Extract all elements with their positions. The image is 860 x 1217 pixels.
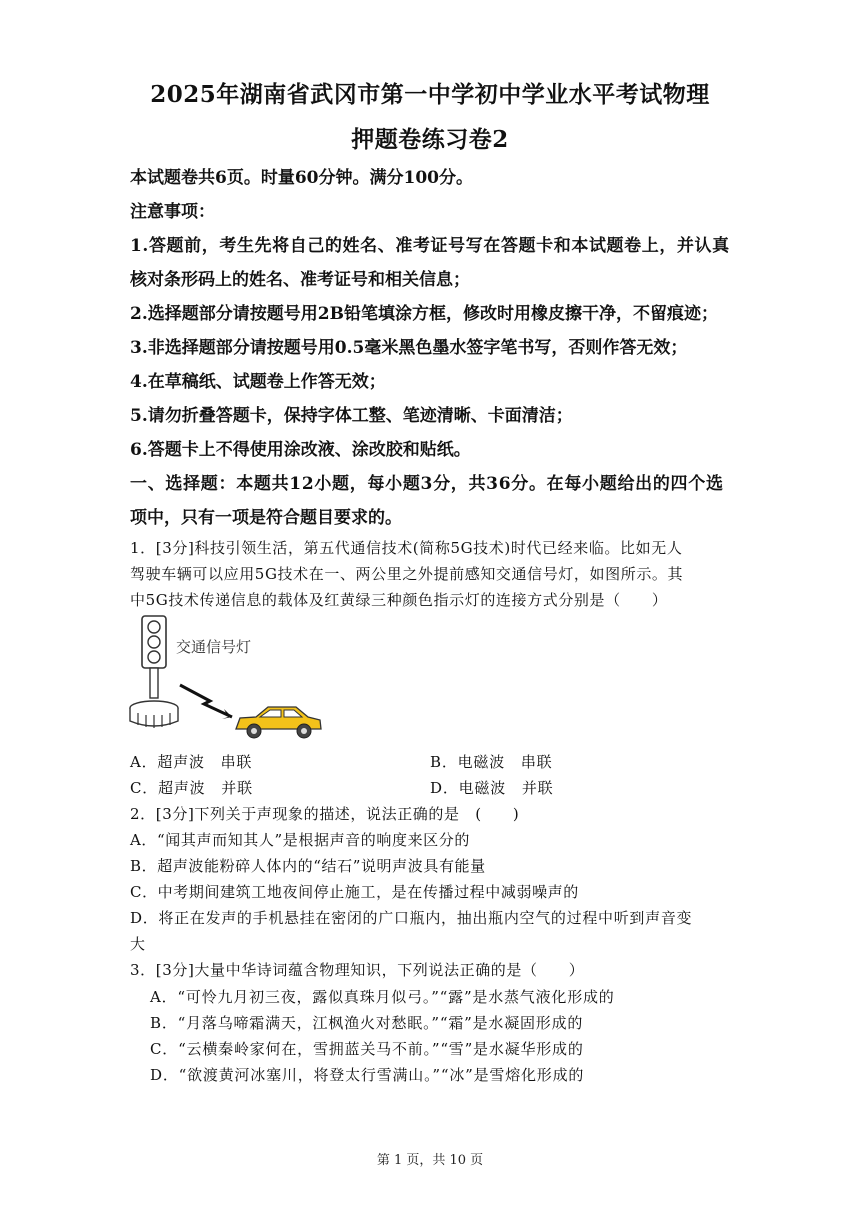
page-footer: 第 1 页，共 10 页 bbox=[376, 1153, 484, 1168]
exam-info: 本试题卷共6页。时量60分钟。满分100分。 bbox=[130, 168, 473, 188]
option-b: B．电磁波 串联 bbox=[430, 753, 553, 771]
note-item: 5.请勿折叠答题卡，保持字体工整、笔迹清晰、卡面清洁； bbox=[130, 406, 573, 426]
option-b: B．超声波能粉碎人体内的“结石”说明声波具有能量 bbox=[130, 857, 486, 875]
option-a: A．“可怜九月初三夜，露似真珠月似弓。”“露”是水蒸气液化形成的 bbox=[150, 988, 615, 1006]
note-item: 2.选择题部分请按题号用2B铅笔填涂方框，修改时用橡皮擦干净，不留痕迹； bbox=[130, 304, 718, 324]
notes-heading: 注意事项： bbox=[130, 202, 215, 222]
question-1-text: 1．[3分]科技引领生活，第五代通信技术(简称5G技术)时代已经来临。比如无人 bbox=[130, 539, 683, 557]
option-c: C．中考期间建筑工地夜间停止施工，是在传播过程中减弱噪声的 bbox=[130, 883, 579, 901]
option-a: A．超声波 串联 bbox=[130, 753, 253, 771]
note-item: 6.答题卡上不得使用涂改液、涂改胶和贴纸。 bbox=[130, 440, 471, 460]
traffic-light-figure bbox=[128, 613, 328, 743]
signal-wave-icon bbox=[180, 685, 232, 717]
option-c: C．超声波 并联 bbox=[130, 779, 253, 797]
option-b: B．“月落乌啼霜满天，江枫渔火对愁眠。”“霜”是水凝固形成的 bbox=[150, 1014, 584, 1032]
section-heading: 一、选择题：本题共12小题，每小题3分，共36分。在每小题给出的四个选 bbox=[130, 474, 724, 494]
option-d: D．将正在发声的手机悬挂在密闭的广口瓶内，抽出瓶内空气的过程中听到声音变 bbox=[130, 909, 693, 927]
option-c: C．“云横秦岭家何在，雪拥蓝关马不前。”“雪”是水凝华形成的 bbox=[150, 1040, 584, 1058]
figure-label: 交通信号灯 bbox=[176, 638, 252, 656]
question-1-text: 中5G技术传递信息的载体及红黄绿三种颜色指示灯的连接方式分别是（ ） bbox=[130, 591, 668, 609]
note-item: 4.在草稿纸、试题卷上作答无效； bbox=[130, 372, 386, 392]
note-item: 1.答题前，考生先将自己的姓名、准考证号写在答题卡和本试题卷上，并认真 bbox=[130, 236, 730, 256]
note-item: 3.非选择题部分请按题号用0.5毫米黑色墨水签字笔书写，否则作答无效； bbox=[130, 338, 688, 358]
question-3-text: 3．[3分]大量中华诗词蕴含物理知识，下列说法正确的是（ ） bbox=[130, 961, 585, 979]
note-item: 核对条形码上的姓名、准考证号和相关信息； bbox=[130, 270, 470, 290]
section-heading-cont: 项中，只有一项是符合题目要求的。 bbox=[130, 508, 402, 528]
exam-title-line2: 押题卷练习卷2 bbox=[351, 126, 509, 153]
option-d: D．“欲渡黄河冰塞川，将登太行雪满山。”“冰”是雪熔化形成的 bbox=[150, 1066, 585, 1084]
option-a: A．“闻其声而知其人”是根据声音的响度来区分的 bbox=[130, 831, 470, 849]
question-1-text: 驾驶车辆可以应用5G技术在一、两公里之外提前感知交通信号灯，如图所示。其 bbox=[130, 565, 684, 583]
exam-title-line1: 2025年湖南省武冈市第一中学初中学业水平考试物理 bbox=[150, 81, 710, 108]
car-icon bbox=[236, 707, 321, 738]
option-d-cont: 大 bbox=[130, 935, 146, 953]
option-d: D．电磁波 并联 bbox=[430, 779, 554, 797]
question-2-text: 2．[3分]下列关于声现象的描述，说法正确的是 ( ) bbox=[130, 805, 520, 823]
